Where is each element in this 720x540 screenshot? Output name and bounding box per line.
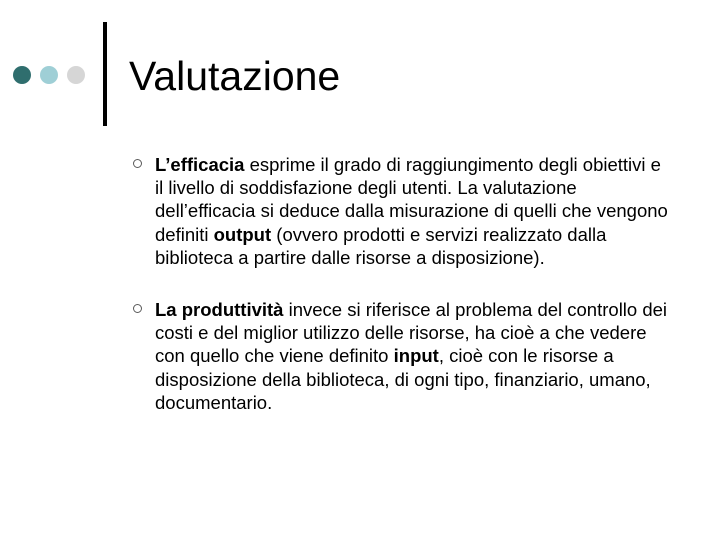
dot-icon: [40, 66, 58, 84]
bullet-body-text: invece si riferisce al problema del controllo dei costi e del miglior utilizzo delle risorse, ha cioè a che vedere con quello che viene definito: [155, 299, 668, 367]
bullet-body-text: (ovvero prodotti e servizi realizzato dalla biblioteca a partire dalle risorse a disposizione).: [155, 223, 607, 268]
bullet-text: [155, 154, 668, 268]
bullet-bold-text: input: [393, 345, 439, 367]
bullet-bold-text: La produttività: [155, 299, 284, 321]
bullet-item: [133, 153, 673, 269]
bullet-text: [155, 299, 667, 413]
dot-icon: [67, 66, 85, 84]
bullet-list: [133, 153, 673, 443]
bullet-bold-text: L’efficacia: [155, 154, 245, 175]
dot-icon: [13, 66, 31, 84]
slide-title: Valutazione: [129, 53, 341, 99]
bullet-item: [133, 298, 673, 414]
bullet-circle-icon: [133, 304, 142, 313]
decorative-dots: [13, 66, 103, 86]
title-divider: [103, 22, 107, 126]
bullet-bold-text: output: [213, 223, 272, 245]
bullet-body-text: , cioè con le risorse a disposizione della biblioteca, di ogni tipo, finanziario, umano, documentario.: [155, 345, 651, 413]
bullet-body-text: esprime il grado di raggiungimento degli obiettivi e il livello di soddisfazione degli utenti. La valutazione dell’efficacia si deduce dalla misurazione di quelli che vengono definiti: [155, 154, 668, 245]
bullet-circle-icon: [133, 159, 142, 168]
